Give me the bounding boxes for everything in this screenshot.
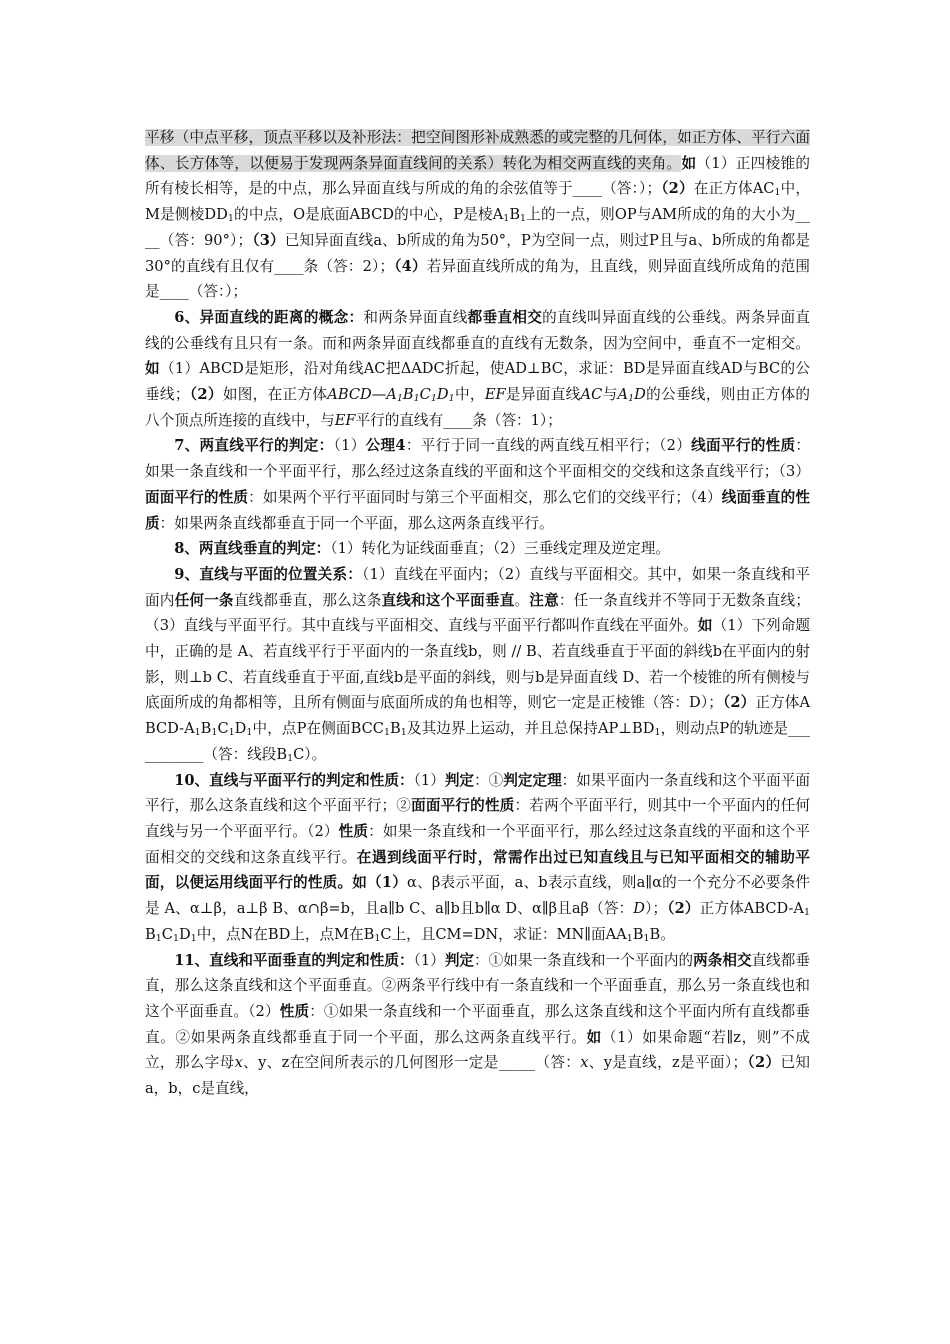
subscript: 1	[654, 727, 661, 739]
paragraph-7-parallel-lines	[145, 433, 810, 536]
text-run: 如图，在正方体	[222, 386, 328, 404]
text-run: 平行的直线有____条（答：1）；	[355, 411, 562, 429]
text-run: （1）正四棱锥的所有棱长相等，是的中点，那么异面直线与所成的角的余弦值等于____（答：）；	[145, 154, 810, 198]
text-run: （1）如果命题“若	[601, 1028, 727, 1046]
text-run: 10、直线与平面平行的判定和性质：	[174, 771, 414, 789]
text-run: ：①如果一条直线和一个平面垂直，那么这条直线和这个平面内所有直线都垂直。②如果两条直线都垂直于同一个平面，那么这两条直线平行。	[145, 1002, 810, 1046]
text-run: A	[617, 386, 629, 404]
text-run: 、y是直线，z是平面）；	[588, 1054, 748, 1072]
text-run: 和两条异面直线	[363, 308, 468, 326]
subscript: 1	[803, 906, 810, 918]
text-run: 的中点，O是底面ABCD的中心，P是棱A	[233, 206, 504, 224]
text-run: 上的一点，则OP与AM所成的角的大小为____（答：90°）；	[145, 206, 810, 249]
text-run: ）；	[644, 900, 668, 918]
text-run: 任何一条	[174, 591, 234, 609]
text-run: （2）	[189, 386, 223, 404]
text-run: 正方体ABCD-A	[699, 900, 804, 918]
text-run: 性质	[338, 822, 369, 840]
text-run: 在正方体AC	[693, 180, 775, 198]
text-run: （2）	[661, 180, 694, 198]
text-run: B	[145, 925, 156, 943]
text-run: x	[580, 1054, 589, 1072]
text-run: 如	[697, 617, 713, 635]
text-run: 中，点N在BD上，点M在B	[196, 925, 375, 943]
text-run: 正方体ABCD-A	[145, 694, 810, 738]
subscript: 1	[190, 932, 197, 944]
text-run: 及其边界上运动，并且总保持AP⊥BD	[406, 720, 655, 738]
text-run: 平移（中点平移，顶点平移以及补形法：把空间图形补成熟悉的或完整的几何体，如正方体、平行六面体、长方体等，以便易于发现两条异面直线间的关系）转化为相交两直线的夹角。	[145, 129, 810, 172]
text-run: D	[633, 900, 645, 918]
text-run: 性质	[279, 1002, 310, 1020]
text-run: EF	[484, 386, 506, 404]
text-run: B。	[649, 925, 675, 943]
text-run: 判定	[444, 771, 475, 789]
text-run: 两条相交	[693, 951, 752, 969]
text-run: ：如果两条直线都垂直于同一个平面，那么这两条直线平行。	[159, 514, 554, 532]
text-run: 的公垂线，则由正方体的八个顶点所连接的直线中，与	[145, 386, 810, 429]
paragraph-6-skew-line-distance	[145, 305, 810, 434]
subscript: 1	[155, 932, 162, 944]
subscript: 1	[520, 213, 527, 224]
text-run: B	[200, 720, 212, 738]
subscript: 1	[400, 727, 407, 739]
text-run: ∥z，则”不成立，那么字母	[145, 1028, 810, 1072]
subscript: 1	[643, 932, 650, 944]
text-run: （1）	[333, 437, 366, 455]
text-run: ，则动点P的轨迹是___________（答：线段B	[145, 720, 810, 763]
text-run: （2）	[667, 900, 700, 918]
text-run: 如	[586, 1028, 602, 1046]
text-run: （1）ABCD是矩形，沿对角线AC把ΔADC折起，使AD⊥BC，求证：BD是异面直线AD与BC的公垂线；	[145, 360, 810, 404]
text-run: ：①	[474, 771, 504, 789]
subscript: 1	[413, 392, 420, 404]
subscript: 1	[448, 392, 455, 404]
text-run: ：如果平面内一条直线和这个平面平面平行，那么这条直线和这个平面平行；②	[145, 771, 810, 815]
text-run: B	[632, 925, 644, 943]
subscript: 1	[228, 727, 235, 739]
paragraph-continuation	[145, 125, 810, 305]
text-run: C	[161, 925, 173, 943]
text-run: C	[217, 720, 229, 738]
subscript: 1	[628, 392, 635, 404]
text-run: 中，M是侧棱DD	[145, 180, 810, 224]
text-run: 6、异面直线的距离的概念：	[174, 308, 364, 326]
text-run: B	[390, 720, 401, 738]
text-run: 直线都垂直，那么这条直线和这个平面垂直。②两条平行线中有一条直线和一个平面垂直，那么另一条直线也和这个平面垂直。（2）	[145, 951, 810, 1020]
text-run: 。	[514, 591, 530, 609]
subscript: 1	[374, 932, 381, 944]
text-run: C）。	[293, 745, 327, 763]
text-run: α、β表示平面，a、b表示直线，则a∥α的一个充分不必要条件是 A、α⊥β，a⊥β B、α∩β=b，且a∥b C、a∥b且b∥α D、α∥β且aβ（答：	[145, 874, 810, 918]
document-page	[145, 125, 810, 1102]
paragraph-8-perpendicular-lines	[145, 536, 810, 562]
text-run: C	[419, 386, 431, 404]
text-run: 判定	[444, 951, 475, 969]
text-run: （1）	[413, 951, 445, 969]
text-run: ABCD—A	[327, 386, 397, 404]
subscript: 1	[383, 727, 390, 739]
text-run: 已知a，b，c是直线，	[145, 1054, 810, 1098]
text-run: （1）	[367, 874, 408, 892]
text-run: 都垂直相交	[467, 308, 543, 326]
subscript: 1	[503, 213, 510, 224]
text-run: （2）	[722, 694, 756, 712]
text-run: ：如果两个平行平面同时与第三个平面相交，那么它们的交线平行；（4）	[248, 488, 722, 506]
text-run: EF	[334, 411, 356, 429]
text-run: 若异面直线所成的角为，且直线，则异面直线所成角的范围是____（答：）；	[145, 257, 810, 301]
text-run: （3）	[252, 231, 285, 249]
text-run: 线面垂直的性质	[145, 488, 810, 532]
text-run: AC	[580, 386, 603, 404]
text-run: 已知异面直线a、b所成的角为50°，P为空间一点，则过P且与a、b所成的角都是30°的直线有且仅有____条（答：2）；	[145, 231, 810, 275]
text-run: 中，	[454, 386, 485, 404]
text-run: （1）	[413, 771, 445, 789]
text-run: ：如果一条直线和一个平面平行，那么经过这条直线的平面和这个平面相交的交线和这条直线平行。	[145, 822, 810, 866]
subscript: 1	[194, 727, 201, 739]
text-run: C上，且CM=DN，求证：MN∥面AA	[380, 925, 627, 943]
text-run: 的直线叫异面直线的公垂线。两条异面直线的公垂线有且只有一条。而和两条异面直线都垂直的直线有无数条，因为空间中，垂直不一定相交。	[145, 308, 810, 352]
text-run: x	[234, 1054, 243, 1072]
text-run: 在遇到线面平行时，常需作出过已知直线且与已知平面相交的辅助平面，以便运用线面平行的性质。如	[145, 848, 810, 892]
text-run: ：①如果一条直线和一个平面内的	[474, 951, 694, 969]
text-run: 面面平行的性质	[411, 797, 515, 815]
text-run: 11、直线和平面垂直的判定和性质：	[174, 951, 414, 969]
text-run: D	[234, 720, 247, 738]
text-run: D	[634, 386, 646, 404]
subscript: 1	[774, 187, 781, 199]
text-run: （1）转化为证线面垂直；（2）三垂线定理及逆定理。	[330, 540, 670, 558]
subscript: 1	[626, 932, 633, 944]
text-run: B	[509, 206, 521, 224]
text-run: 8、两直线垂直的判定：	[174, 540, 331, 558]
text-run: 是异面直线	[505, 386, 581, 404]
subscript: 1	[396, 392, 403, 404]
text-run: ：如果一条直线和一个平面平行，那么经过这条直线的平面和这个平面相交的交线和这条直线平行；（3）	[145, 437, 810, 481]
subscript: 1	[430, 392, 437, 404]
paragraph-11-line-plane-perpendicular	[145, 948, 810, 1102]
text-run: 线面平行的性质	[691, 437, 796, 455]
text-run: 如	[145, 360, 160, 378]
subscript: 1	[172, 932, 179, 944]
text-run: 直线都垂直，那么这条	[233, 591, 382, 609]
text-run: （2）	[747, 1054, 781, 1072]
text-run: 判定定理	[503, 771, 562, 789]
text-run: ：任一条直线并不等同于无数条直线；（3）直线与平面平行。其中直线与平面相交、直线与平面平行都叫作直线在平面外。	[145, 591, 810, 635]
text-run: 与	[602, 386, 618, 404]
text-run: D	[179, 925, 191, 943]
text-run: 注意	[529, 591, 559, 609]
paragraph-10-line-plane-parallel	[145, 768, 810, 948]
text-run: 、y、z在空间所表示的几何图形一定是_____（答：	[242, 1054, 581, 1072]
text-run: 公理4	[365, 437, 406, 455]
text-run: ：若两个平面平行，则其中一个平面内的任何直线与另一个平面平行。（2）	[145, 797, 810, 840]
text-run: 直线和这个平面垂直	[381, 591, 515, 609]
text-run: D	[436, 386, 449, 404]
text-run: （1）直线在平面内；（2）直线与平面相交。其中，如果一条直线和平面内	[145, 565, 811, 609]
paragraph-9-line-plane-relation	[145, 562, 810, 768]
subscript: 1	[287, 752, 294, 764]
subscript: 1	[246, 727, 253, 739]
text-run: ：平行于同一直线的两直线互相平行；（2）	[405, 437, 692, 455]
text-run: 面面平行的性质	[145, 488, 249, 506]
text-run: B	[402, 386, 414, 404]
text-run: （4）	[394, 257, 427, 275]
text-run: （1）下列命题中，正确的是 A、若直线平行于平面内的一条直线b，则 // B、若直线垂直于平面的斜线b在平面内的射影，则⊥b C、若直线垂直于平面,直线b是平面的斜线，则与b是异面直线 D、若一个棱锥的所有侧棱与底面所成的角都相等，且所有侧面与底面所成的角也相等，则它一定是正棱锥（答：D）；	[145, 617, 810, 712]
text-run: 如	[681, 154, 697, 172]
text-run: 9、直线与平面的位置关系：	[174, 565, 363, 583]
text-run: 中，点P在侧面BCC	[252, 720, 384, 738]
subscript: 1	[227, 213, 234, 224]
subscript: 1	[211, 727, 218, 739]
text-run: 7、两直线平行的判定：	[174, 437, 334, 455]
